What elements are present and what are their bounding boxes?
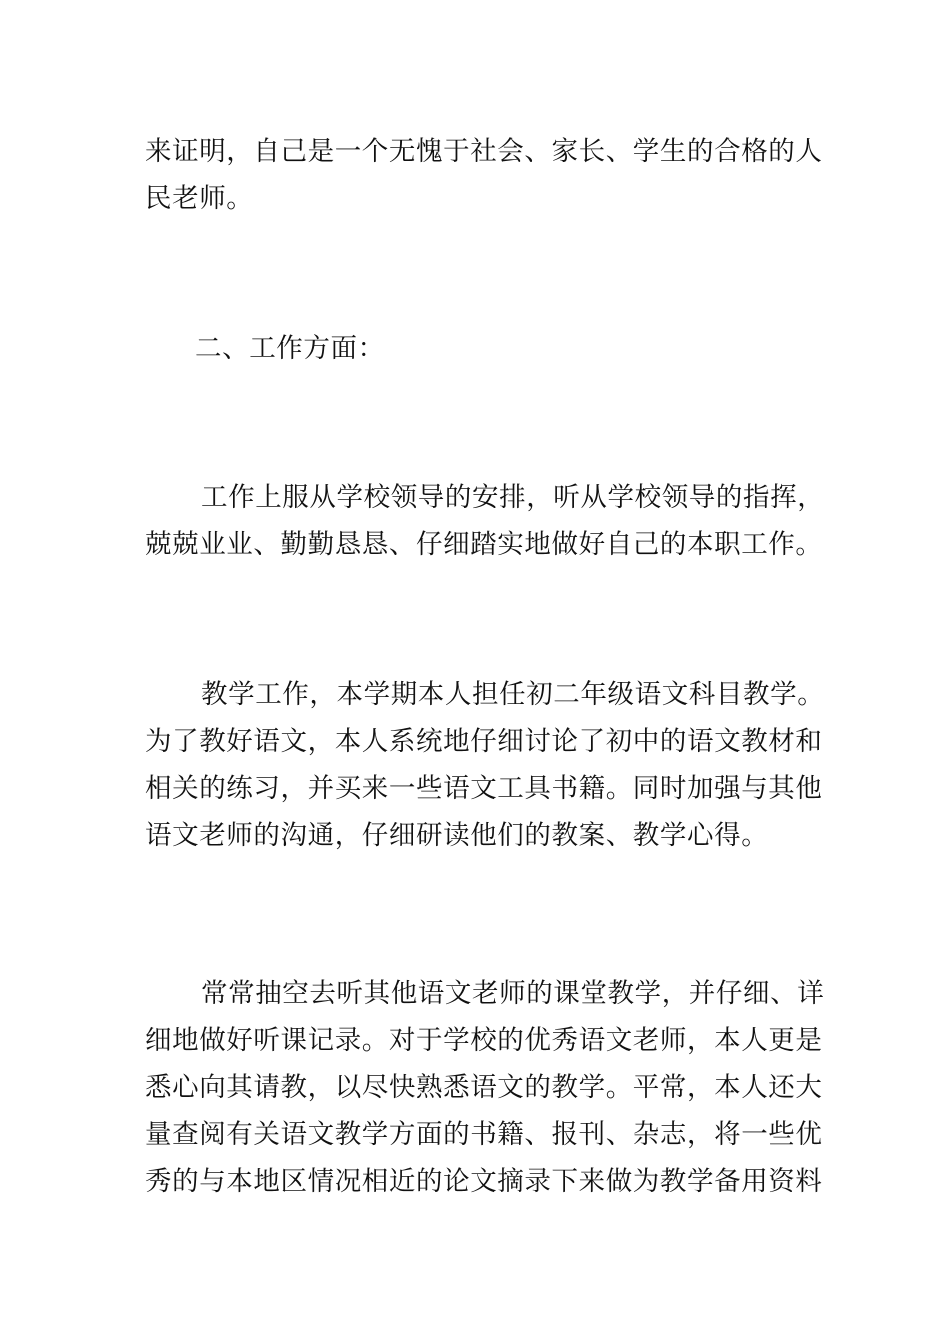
text-line: 相关的练习，并买来一些语文工具书籍。同时加强与其他 [145,773,823,804]
paragraph-observation [145,970,825,1205]
paragraph-teaching [145,671,825,859]
text-line: 工作上服从学校领导的安排，听从学校领导的指挥， [201,482,825,513]
text-line: 教学工作，本学期本人担任初二年级语文科目教学。 [201,679,825,710]
text-line: 量查阅有关语文教学方面的书籍、报刊、杂志，将一些优 [145,1119,823,1150]
text-line: 兢兢业业、勤勤恳恳、仔细踏实地做好自己的本职工作。 [145,529,823,560]
text-line: 来证明，自己是一个无愧于社会、家长、学生的合格的人 [145,136,823,167]
text-line: 民老师。 [145,183,254,214]
paragraph-continuation [145,128,823,222]
paragraph-work [145,474,825,568]
text-line: 秀的与本地区情况相近的论文摘录下来做为教学备用资料 [145,1166,823,1197]
text-line: 语文老师的沟通，仔细研读他们的教案、教学心得。 [145,820,769,851]
text-line: 二、工作方面： [195,333,385,364]
text-line: 悉心向其请教，以尽快熟悉语文的教学。平常，本人还大 [145,1072,823,1103]
text-line: 细地做好听课记录。对于学校的优秀语文老师，本人更是 [145,1025,823,1056]
section-heading [195,325,865,372]
text-line: 为了教好语文，本人系统地仔细讨论了初中的语文教材和 [145,726,823,757]
text-line: 常常抽空去听其他语文老师的课堂教学，并仔细、详 [201,978,825,1009]
